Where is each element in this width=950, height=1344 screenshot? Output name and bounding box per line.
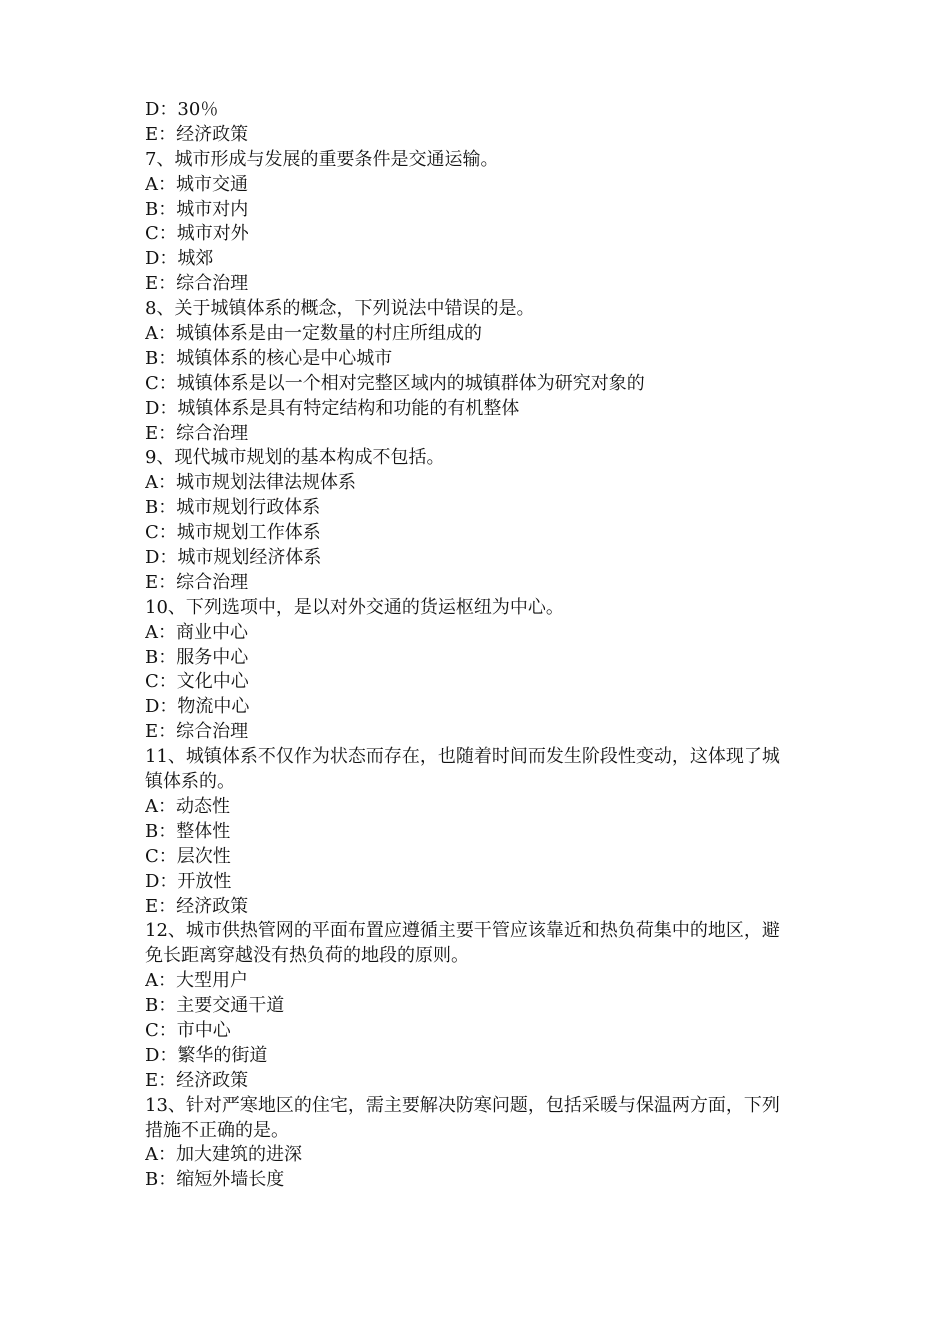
text-line: A：城镇体系是由一定数量的村庄所组成的	[145, 323, 482, 345]
text-line: A：城市规划法律法规体系	[145, 472, 356, 494]
text-line: D：物流中心	[145, 696, 250, 718]
text-line: 10、下列选项中，是以对外交通的货运枢纽为中心。	[145, 596, 564, 618]
text-line: 7、城市形成与发展的重要条件是交通运输。	[145, 148, 499, 170]
text-line: E：经济政策	[145, 895, 249, 917]
text-line: C：城镇体系是以一个相对完整区域内的城镇群体为研究对象的	[145, 372, 645, 394]
text-line: D：开放性	[145, 870, 232, 892]
text-line: D：30％	[145, 99, 219, 120]
text-line: A：大型用户	[145, 970, 248, 992]
text-line: D：城镇体系是具有特定结构和功能的有机整体	[145, 397, 520, 419]
text-line: 措施不正确的是。	[145, 1119, 289, 1141]
text-line: 11、城镇体系不仅作为状态而存在，也随着时间而发生阶段性变动，这体现了城	[145, 746, 780, 768]
text-line: B：服务中心	[145, 646, 249, 668]
text-line: 镇体系的。	[145, 771, 235, 793]
text-line: C：文化中心	[145, 671, 249, 693]
text-line: B：整体性	[145, 820, 231, 842]
text-line: D：繁华的街道	[145, 1044, 268, 1066]
text-line: E：经济政策	[145, 123, 249, 145]
text-line: C：城市规划工作体系	[145, 522, 321, 544]
text-line: A：动态性	[145, 795, 230, 817]
text-line: 13、针对严寒地区的住宅，需主要解决防寒问题，包括采暖与保温两方面，下列	[145, 1094, 780, 1116]
text-line: 8、关于城镇体系的概念，下列说法中错误的是。	[145, 298, 535, 320]
text-line: A：加大建筑的进深	[145, 1144, 302, 1166]
text-line: E：综合治理	[145, 273, 249, 295]
text-line: C：市中心	[145, 1019, 231, 1041]
text-line: E：综合治理	[145, 721, 249, 743]
text-line: A：商业中心	[145, 621, 248, 643]
text-line: E：综合治理	[145, 571, 249, 593]
document-text-body	[145, 98, 825, 1193]
text-line: D：城郊	[145, 248, 214, 270]
text-line: B：缩短外墙长度	[145, 1169, 285, 1191]
text-line: C：城市对外	[145, 223, 249, 245]
text-line: B：城镇体系的核心是中心城市	[145, 347, 393, 369]
text-line: A：城市交通	[145, 173, 248, 195]
text-line: E：经济政策	[145, 1069, 249, 1091]
text-line: E：综合治理	[145, 422, 249, 444]
text-line: C：层次性	[145, 845, 231, 867]
text-line: B：城市对内	[145, 198, 249, 220]
text-line: 免长距离穿越没有热负荷的地段的原则。	[145, 945, 469, 967]
text-line: B：城市规划行政体系	[145, 497, 321, 519]
text-line: D：城市规划经济体系	[145, 547, 322, 569]
text-line: 9、现代城市规划的基本构成不包括。	[145, 447, 445, 469]
text-line: 12、城市供热管网的平面布置应遵循主要干管应该靠近和热负荷集中的地区，避	[145, 920, 780, 942]
text-line: B：主要交通干道	[145, 995, 285, 1017]
